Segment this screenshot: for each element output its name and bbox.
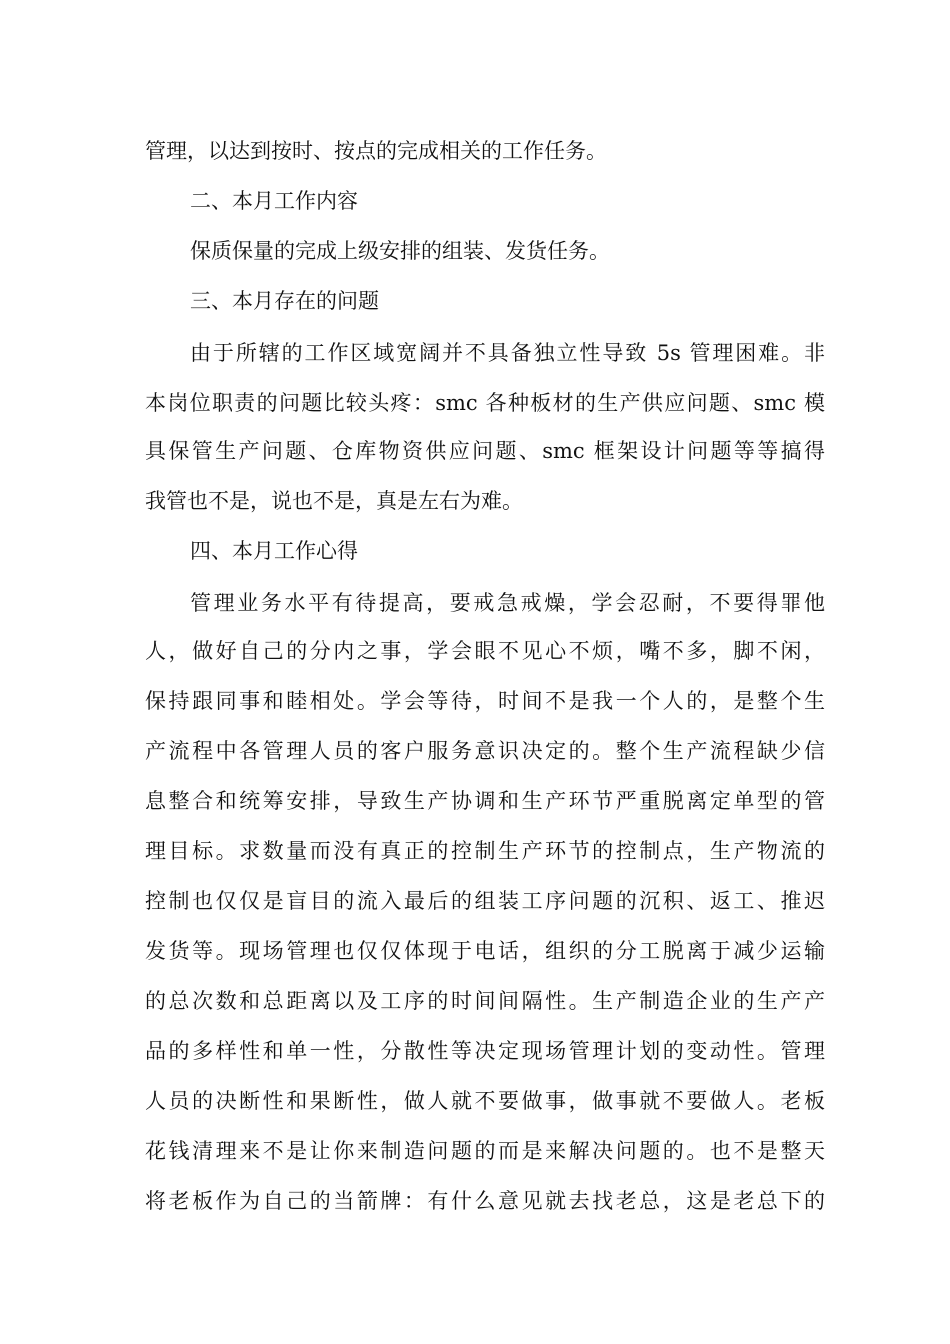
paragraph-line: 的总次数和总距离以及工序的时间间隔性。生产制造企业的生产产: [145, 989, 825, 1013]
paragraph-line: 保质保量的完成上级安排的组装、发货任务。: [190, 239, 610, 263]
section-heading-problems: 三、本月存在的问题: [190, 289, 379, 313]
paragraph-line: 花钱清理来不是让你来制造问题的而是来解决问题的。也不是整天: [145, 1139, 825, 1163]
paragraph-line: 理目标。求数量而没有真正的控制生产环节的控制点，生产物流的: [145, 839, 825, 863]
paragraph-line: 息整合和统筹安排，导致生产协调和生产环节严重脱离定单型的管: [145, 789, 825, 813]
paragraph-line: 人员的决断性和果断性，做人就不要做事，做事就不要做人。老板: [145, 1089, 825, 1113]
section-heading-experience: 四、本月工作心得: [190, 539, 358, 563]
paragraph-line: 品的多样性和单一性，分散性等决定现场管理计划的变动性。管理: [145, 1039, 825, 1063]
paragraph-line: 人，做好自己的分内之事，学会眼不见心不烦，嘴不多，脚不闲，: [145, 639, 825, 663]
paragraph-line: 管理业务水平有待提高，要戒急戒燥，学会忍耐，不要得罪他: [190, 591, 825, 615]
paragraph-line: 产流程中各管理人员的客户服务意识决定的。整个生产流程缺少信: [145, 739, 825, 763]
paragraph-line: 管理，以达到按时、按点的完成相关的工作任务。: [145, 139, 607, 163]
paragraph-line: 具保管生产问题、仓库物资供应问题、smc 框架设计问题等等搞得: [145, 439, 825, 463]
paragraph-line: 由于所辖的工作区域宽阔并不具备独立性导致 5s 管理困难。非: [190, 341, 825, 365]
paragraph-line: 我管也不是，说也不是，真是左右为难。: [145, 489, 523, 513]
section-heading-work-content: 二、本月工作内容: [190, 189, 358, 213]
paragraph-line: 保持跟同事和睦相处。学会等待，时间不是我一个人的，是整个生: [145, 689, 825, 713]
paragraph-line: 本岗位职责的问题比较头疼：smc 各种板材的生产供应问题、smc 模: [145, 391, 825, 415]
paragraph-line: 将老板作为自己的当箭牌：有什么意见就去找老总，这是老总下的: [145, 1189, 825, 1213]
paragraph-line: 发货等。现场管理也仅仅体现于电话，组织的分工脱离于减少运输: [145, 939, 825, 963]
paragraph-line: 控制也仅仅是盲目的流入最后的组装工序问题的沉积、返工、推迟: [145, 889, 825, 913]
